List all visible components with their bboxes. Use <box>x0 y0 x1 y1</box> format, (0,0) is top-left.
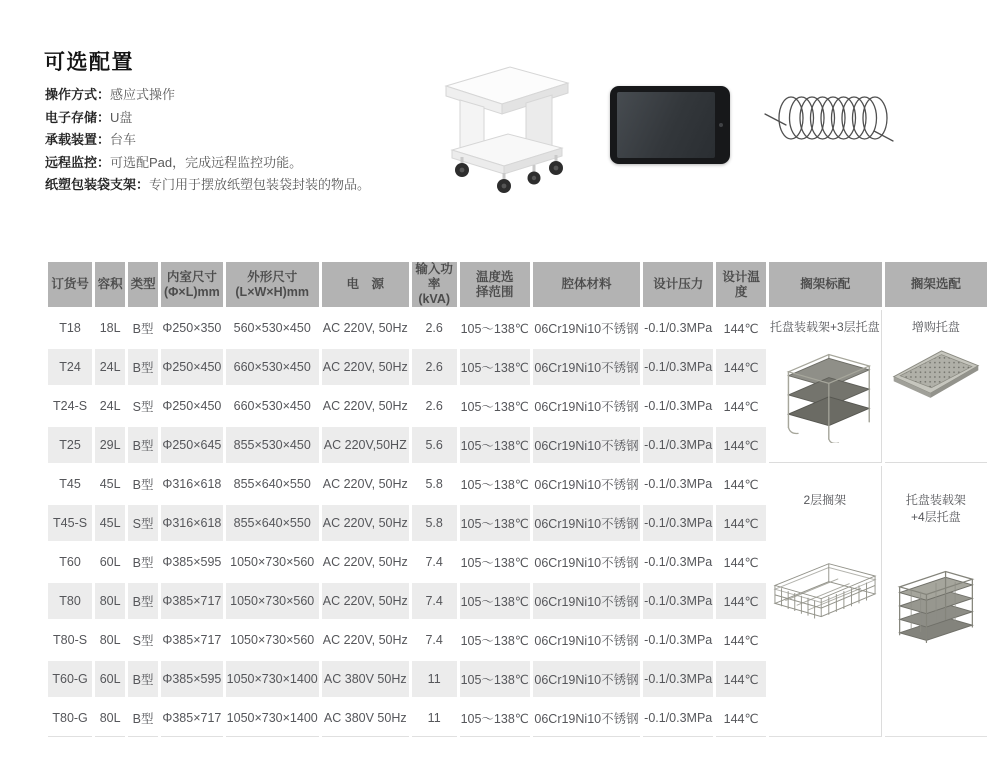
cell: 660×530×450 <box>233 399 311 413</box>
cell: 144℃ <box>723 399 759 414</box>
header-volume: 容积 <box>95 262 125 307</box>
spec-value: 可选配Pad，完成远程监控功能。 <box>110 154 303 170</box>
spec-table-header <box>48 262 987 307</box>
pad-screen <box>617 92 715 158</box>
cell: 1050×730×1400 <box>226 661 319 697</box>
header-order-no: 订货号 <box>48 262 92 307</box>
cell: 1050×730×560 <box>226 583 319 619</box>
cell: T80 <box>48 583 92 619</box>
cell: 105～138℃ <box>460 505 530 541</box>
cell: 80L <box>95 700 125 737</box>
cell: -0.1/0.3MPa <box>644 555 713 569</box>
cell: 660×530×450 <box>226 349 319 385</box>
header-input-power: 输入功率 (kVA) <box>412 262 457 307</box>
pad-camera-dot <box>719 123 723 127</box>
cell: 45L <box>99 477 121 491</box>
cell: 06Cr19Ni10不锈钢 <box>533 661 640 697</box>
cell: S型 <box>128 505 158 541</box>
cell: 144℃ <box>716 505 766 541</box>
cell: 7.4 <box>412 583 457 619</box>
rack-optional-cell <box>885 466 987 737</box>
cell: Φ385×717 <box>162 633 222 647</box>
cell: B型 <box>128 700 158 737</box>
cell: B型 <box>132 322 154 336</box>
perforated-tray-image <box>890 341 982 405</box>
cell: T24 <box>48 349 92 385</box>
cart-image <box>436 54 576 196</box>
cell: -0.1/0.3MPa <box>643 427 713 463</box>
cell: -0.1/0.3MPa <box>644 321 713 335</box>
rack-caption: 2层搁架 <box>803 493 847 507</box>
cell: -0.1/0.3MPa <box>643 505 713 541</box>
cell: 144℃ <box>723 321 759 336</box>
cell: 105～138℃ <box>460 427 530 463</box>
header-rack-optional: 搁架选配 <box>885 262 987 307</box>
cell: B型 <box>128 349 158 385</box>
page-title: 可选配置 <box>44 51 134 74</box>
cell: T24-S <box>53 399 88 413</box>
spec-label: 电子存储： <box>45 109 111 125</box>
header-power-supply: 电 源 <box>322 262 409 307</box>
cell: 144℃ <box>723 555 759 570</box>
cell: 06Cr19Ni10不锈钢 <box>533 427 640 463</box>
table-row <box>48 466 987 502</box>
cell: Φ316×618 <box>161 505 223 541</box>
cell: Φ385×717 <box>161 700 223 737</box>
cell: -0.1/0.3MPa <box>643 700 713 737</box>
cell: AC 220V, 50Hz <box>322 349 409 385</box>
cell: 1050×730×1400 <box>226 700 319 737</box>
cell: -0.1/0.3MPa <box>643 349 713 385</box>
cell: 2.6 <box>425 399 443 413</box>
cell: T25 <box>48 427 92 463</box>
cell: 144℃ <box>723 477 759 492</box>
header-design-pressure: 设计压力 <box>643 262 713 307</box>
cell: S型 <box>132 400 154 414</box>
cell: 06Cr19Ni10不锈钢 <box>533 583 640 619</box>
cell: 18L <box>99 321 121 335</box>
cell: 144℃ <box>716 700 766 737</box>
cell: 5.6 <box>412 427 457 463</box>
spec-label: 操作方式： <box>45 87 111 102</box>
spec-row-operation <box>45 88 370 103</box>
cell: AC 220V, 50Hz <box>322 321 408 335</box>
spec-table-body <box>48 310 987 737</box>
header-chamber-size: 内室尺寸 (Φ×L)mm <box>161 262 223 307</box>
cell: 105～138℃ <box>460 583 530 619</box>
cell: T45-S <box>48 505 92 541</box>
spring-image <box>764 92 894 144</box>
cell: AC 220V, 50Hz <box>322 477 408 491</box>
cell: Φ385×595 <box>161 661 223 697</box>
spec-label: 承载装置： <box>45 132 111 147</box>
header-outer-size: 外形尺寸 (L×W×H)mm <box>226 262 319 307</box>
cell: T80-S <box>53 633 88 647</box>
cell: 24L <box>99 399 121 413</box>
cell: -0.1/0.3MPa <box>644 633 713 647</box>
cell: 06Cr19Ni10不锈钢 <box>533 349 640 385</box>
cell: AC 380V 50Hz <box>322 661 409 697</box>
basket-2-layer-image <box>772 559 878 627</box>
cell: -0.1/0.3MPa <box>643 583 713 619</box>
cell: 80L <box>95 583 125 619</box>
cell: 24L <box>95 349 125 385</box>
cell: -0.1/0.3MPa <box>643 661 713 697</box>
cell: 855×640×550 <box>233 477 311 491</box>
cell: 105～138℃ <box>460 478 529 492</box>
spec-label: 纸塑包装袋支架： <box>45 177 150 192</box>
cell: T80-G <box>48 700 92 737</box>
header-rack-standard: 搁架标配 <box>769 262 882 307</box>
spec-value: 专门用于摆放纸塑包装袋封装的物品。 <box>149 177 371 192</box>
cell: 105～138℃ <box>460 700 530 737</box>
cell: 144℃ <box>723 633 759 648</box>
cell: 06Cr19Ni10不锈钢 <box>534 400 639 414</box>
cell: AC 220V, 50Hz <box>322 583 409 619</box>
rack-standard-cell <box>769 310 882 463</box>
cell: 105～138℃ <box>460 349 530 385</box>
cell: 2.6 <box>412 349 457 385</box>
cell: 60L <box>95 661 125 697</box>
cell: 105～138℃ <box>460 556 529 570</box>
cell: 1050×730×560 <box>230 633 315 647</box>
cell: B型 <box>128 583 158 619</box>
cell: 2.6 <box>425 321 443 335</box>
cell: Φ250×350 <box>162 321 222 335</box>
cell: 560×530×450 <box>233 321 311 335</box>
cell: B型 <box>128 427 158 463</box>
rack-optional-cell <box>885 310 987 463</box>
cell: S型 <box>132 634 154 648</box>
cell: 06Cr19Ni10不锈钢 <box>534 478 639 492</box>
cell: -0.1/0.3MPa <box>644 477 713 491</box>
rack-caption: 托盘装载架+3层托盘 <box>769 320 880 334</box>
cell: T45 <box>59 477 81 491</box>
cell: 7.4 <box>425 555 443 569</box>
cell: AC 220V,50HZ <box>322 427 409 463</box>
cell: 60L <box>99 555 121 569</box>
cell: 1050×730×560 <box>230 555 315 569</box>
cell: 144℃ <box>716 427 766 463</box>
spec-value: 感应式操作 <box>110 87 176 102</box>
cell: T18 <box>59 321 81 335</box>
cell: 105～138℃ <box>460 634 529 648</box>
spec-list <box>45 88 370 201</box>
cell: AC 220V, 50Hz <box>322 505 409 541</box>
rack-3-tray-image <box>775 341 875 443</box>
cell: T60 <box>59 555 81 569</box>
spec-value: U盘 <box>110 109 133 125</box>
pad-image <box>610 86 730 164</box>
header-chamber-material: 腔体材料 <box>533 262 640 307</box>
cell: 29L <box>95 427 125 463</box>
cell: 06Cr19Ni10不锈钢 <box>534 634 639 648</box>
cell: B型 <box>128 661 158 697</box>
cell: 105～138℃ <box>460 661 530 697</box>
cell: Φ385×717 <box>161 583 223 619</box>
cell: -0.1/0.3MPa <box>644 399 713 413</box>
cell: 80L <box>99 633 121 647</box>
rack-caption: 托盘装载架 +4层托盘 <box>905 493 966 524</box>
cell: AC 220V, 50Hz <box>322 555 408 569</box>
cell: T60-G <box>48 661 92 697</box>
cell: 06Cr19Ni10不锈钢 <box>534 556 639 570</box>
cell: 06Cr19Ni10不锈钢 <box>533 505 640 541</box>
cell: 855×530×450 <box>226 427 319 463</box>
header-design-temp: 设计温度 <box>716 262 766 307</box>
cell: 855×640×550 <box>226 505 319 541</box>
cell: 06Cr19Ni10不锈钢 <box>534 322 639 336</box>
cell: 5.8 <box>425 477 443 491</box>
cell: 11 <box>412 661 457 697</box>
cell: 105～138℃ <box>460 322 529 336</box>
spec-value: 台车 <box>110 132 137 147</box>
cell: 11 <box>412 700 457 737</box>
cell: Φ250×645 <box>161 427 223 463</box>
cell: 5.8 <box>412 505 457 541</box>
cell: 105～138℃ <box>460 400 529 414</box>
cell: 144℃ <box>716 583 766 619</box>
cell: AC 220V, 50Hz <box>322 633 408 647</box>
cell: Φ250×450 <box>162 399 222 413</box>
spec-row-bag-stand <box>45 178 370 193</box>
spec-row-carrier <box>45 133 370 148</box>
spec-table <box>45 259 990 740</box>
rack-standard-cell <box>769 466 882 737</box>
cell: B型 <box>132 556 154 570</box>
cell: Φ316×618 <box>162 477 222 491</box>
cell: Φ385×595 <box>162 555 222 569</box>
cell: 06Cr19Ni10不锈钢 <box>533 700 640 737</box>
rack-caption: 增购托盘 <box>911 320 960 334</box>
cell: B型 <box>132 478 154 492</box>
header-type: 类型 <box>128 262 158 307</box>
table-row <box>48 310 987 346</box>
spec-label: 远程监控： <box>45 154 111 170</box>
rack-4-tray-image <box>892 558 980 654</box>
header-temp-range: 温度选 择范围 <box>460 262 530 307</box>
cell: 7.4 <box>425 633 443 647</box>
spec-row-remote <box>45 156 370 171</box>
cell: 45L <box>95 505 125 541</box>
cell: Φ250×450 <box>161 349 223 385</box>
cell: AC 220V, 50Hz <box>322 399 408 413</box>
cell: AC 380V 50Hz <box>322 700 409 737</box>
cell: 144℃ <box>716 349 766 385</box>
cell: 144℃ <box>716 661 766 697</box>
spec-row-storage <box>45 111 370 126</box>
